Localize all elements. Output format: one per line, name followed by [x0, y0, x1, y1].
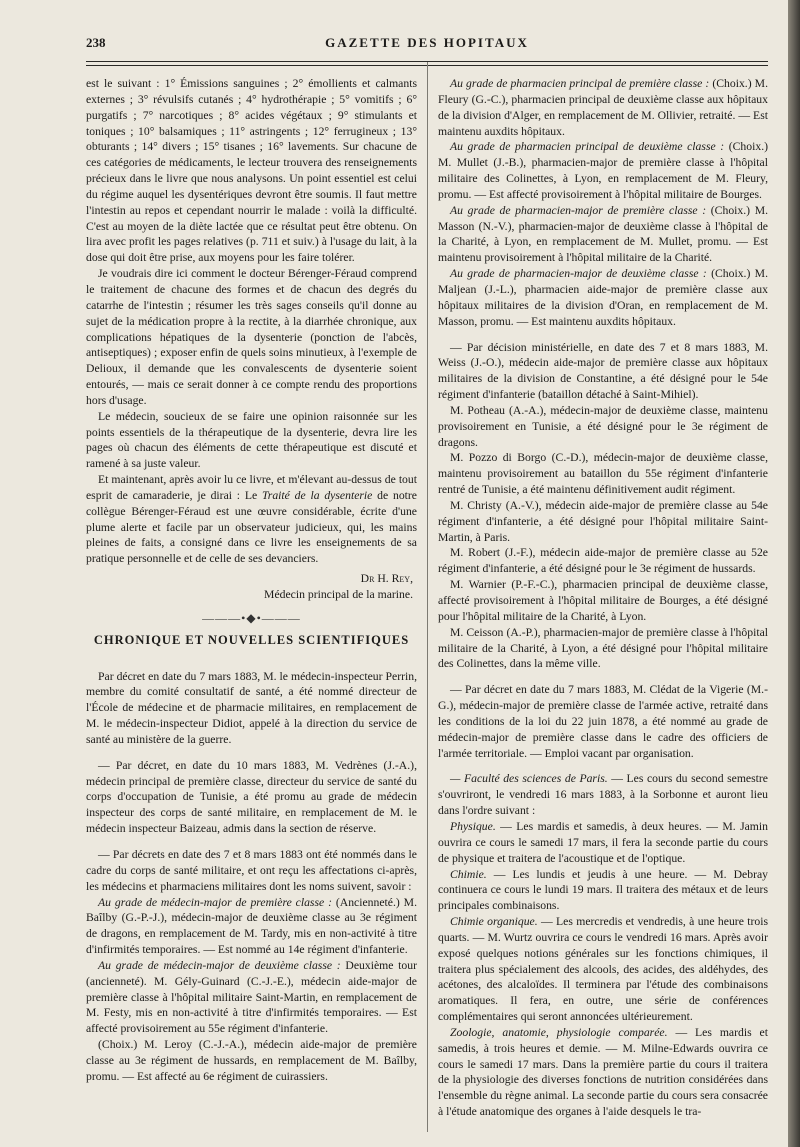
news-item: — Par décret en date du 7 mars 1883, M. Clédat de la Vigerie (M.-G.), médecin-major de première classe de l'armée active, retraité dans les conditions de la loi du 22 juin 1878, a été nommé au grade de médecin-major de première classe dans le cadre des officiers de l'armée territoriale. — Emploi vacant par organisation.	[438, 683, 768, 760]
paragraph: Le médecin, soucieux de se faire une opinion raisonnée sur les points essentiels de la thérapeutique de la dysenterie, devra lire les pages où chacun des éléments de cette thérapeutique est discuté et ramené à sa juste valeur.	[86, 409, 417, 471]
signature-title: Médecin principal de la marine.	[264, 588, 413, 601]
course-item: Chimie organique. — Les mercredis et vendredis, à une heure trois quarts. — M. Wurtz ouvrira ce cours le vendredi 16 mars. Après avoir exposé quelques notions générales sur les fonctions chimiques, il traitera plus spécialement des alcools, des acides, des aldéhydes, des acétones, des alcaloïdes. Il terminera par l'étude des combinaisons aromatiques. Il fera, en outre, une série de conférences complémentaires qui seront annoncées ultérieurement.	[438, 915, 769, 1024]
appointment-item: Au grade de pharmacien-major de première classe : (Choix.) M. Masson (N.-V.), pharmacien-major de deuxième classe à l'hôpital de la Charité, à Lyon, en remplacement de M. Mullet, promu. — Est maintenu provisoirement à l'hôpital militaire de la Charité.	[438, 203, 769, 265]
column-divider	[427, 62, 428, 1132]
page-header	[86, 35, 768, 55]
course-item: Chimie. — Les lundis et jeudis à une heure. — M. Debray continuera ce cours le lundi 19 mars. Il traitera des métaux et de leurs principales combinaisons.	[438, 867, 768, 913]
signature-name: Dr H. Rey,	[360, 572, 413, 586]
left-column	[86, 76, 417, 1085]
paragraph: Et maintenant, après avoir lu ce livre, et m'élevant au-dessus de tout esprit de camaraderie, je dirai : Le Traité de la dysenterie de notre collègue Bérenger-Féraud est une œuvre considérable, écrite d'une plume alerte et facile par un observateur judicieux, qui, les mains pleines de faits, a consigné dans ce livre les enseignements de sa pratique personnelle et de celle de ses devanciers.	[86, 473, 417, 566]
news-item: M. Robert (J.-F.), médecin aide-major de première classe au 52e régiment d'infanterie, a été désigné pour le 3e régiment de hussards.	[438, 546, 768, 576]
news-item: M. Pozzo di Borgo (C.-D.), médecin-major de deuxième classe, maintenu provisoirement au bataillon du 55e régiment d'infanterie rentré de Tunisie, a été maintenu définitivement audit régiment.	[438, 451, 768, 497]
news-item: M. Christy (A.-V.), médecin aide-major de première classe au 54e régiment d'infanterie, a été désigné pour l'hôpital militaire Saint-Martin, à Paris.	[438, 498, 768, 544]
journal-title: GAZETTE DES HOPITAUX	[325, 35, 529, 50]
news-item: — Par décision ministérielle, en date des 7 et 8 mars 1883, M. Weiss (J.-O.), médecin aide-major de première classe aux hôpitaux militaires de la division de Constantine, a été désigné pour le 54e régiment d'infanterie (bataillon détaché à Saint-Mihiel).	[438, 340, 768, 402]
section-heading: CHRONIQUE ET NOUVELLES SCIENTIFIQUES	[93, 632, 410, 647]
news-item: — Faculté des sciences de Paris. — Les cours du second semestre s'ouvriront, le vendredi 16 mars 1883, à la Sorbonne et auront lieu dans l'ordre suivant :	[438, 772, 768, 818]
page-number: 238	[86, 35, 106, 50]
paragraph: Je voudrais dire ici comment le docteur Bérenger-Féraud comprend le traitement de chacune des formes et de chacun des degrés du catarrhe de l'intestin ; résumer les très sages conseils qu'il donne au sujet de la médication propre à la rectite, à la diarrhée chronique, aux complications hépatiques de la dysenterie (ponction de l'abcès, antiseptiques) ; exposer enfin de quels soins minutieux, à l'exemple de Delioux, il demande que les convalescents de dysenterie soient entourés, — mais ce serait donner à ce compte rendu des proportions hors d'usage.	[86, 267, 417, 407]
appointment-item: Au grade de pharmacien-major de deuxième classe : (Choix.) M. Maljean (J.-L.), pharmacien aide-major de première classe aux hôpitaux militaires de la division d'Oran, en remplacement de M. Masson, promu. — Est maintenu auxdits hôpitaux.	[438, 267, 768, 328]
binding-edge	[788, 0, 800, 1147]
appointment-item: Au grade de médecin-major de première classe : (Ancienneté.) M. Baîlby (G.-P.-J.), médecin-major de deuxième classe au 3e régiment de dragons, en remplacement de M. Tardy, mis en non-activité à titre d'infirmités temporaires. — Est nommé au 14e régiment d'infanterie.	[86, 895, 417, 957]
news-item: — Par décret, en date du 10 mars 1883, M. Vedrènes (J.-A.), médecin principal de première classe, directeur du service de santé du corps d'occupation de Tunisie, a été promu au grade de médecin inspecteur des corps de santé militaire, en remplacement de M. le médecin inspecteur Baizeau, admis dans la section de réserve.	[86, 758, 417, 836]
appointment-item: Au grade de médecin-major de deuxième classe : Deuxième tour (ancienneté). M. Gély-Guinard (C.-J.-E.), médecin aide-major de première classe à l'hôpital militaire Saint-Martin, en remplacement de M. Festy, mis en non-activité à titre d'infirmités temporaires. — Est affecté provisoirement au 55e régiment d'infanterie.	[86, 958, 417, 1036]
ornament-divider: ———•◆•———	[202, 610, 301, 625]
news-item: M. Warnier (P.-F.-C.), pharmacien principal de deuxième classe, affecté provisoirement à l'hôpital militaire de Bourges, a été désigné pour l'hôpital militaire de la Charité, à Lyon.	[438, 578, 768, 623]
right-column	[438, 76, 768, 1120]
appointment-item: Au grade de pharmacien principal de première classe : (Choix.) M. Fleury (G.-C.), pharmacien principal de deuxième classe aux hôpitaux de la division d'Alger, en remplacement de M. Ollivier, retraité. — Est maintenu auxdits hôpitaux.	[438, 77, 768, 138]
news-item: — Par décrets en date des 7 et 8 mars 1883 ont été nommés dans le cadre du corps de santé militaire, et ont reçu les affectations ci-après, les médecins et pharmaciens militaires dont les noms suivent, savoir :	[86, 847, 417, 893]
news-item: M. Potheau (A.-A.), médecin-major de deuxième classe, maintenu provisoirement en Tunisie, a été désigné pour le 3e régiment de dragons.	[438, 403, 768, 449]
paragraph: est le suivant : 1° Émissions sanguines ; 2° émollients et calmants externes ; 3° révulsifs cutanés ; 4° hydrothérapie ; 5° vomitifs ; 6° purgatifs ; 7° narcotiques ; 8° acides végétaux ; 9° stimulants et toniques ; 10° balsamiques ; 11° astringents ; 12° ferrugineux ; 13° obturants ; 14° divers ; 15° tisanes ; 16° lavements. Sur chacune de ces catégories de médicaments, le lecteur trouvera des renseignements précieux dans le livre que nous analysons. Un point essentiel est celui du régime auquel les dysentériques devront être soumis. Il faut mettre l'intestin au repos et cependant nourrir le malade : voilà la difficulté. C'est au moyen de la diète lactée que ce résultat peut être obtenu. On lira avec profit les pages relatives (p. 711 et suiv.) à l'usage du lait, à la dose qui doit être prise, aux moyens pour les faire tolérer.	[86, 77, 417, 265]
news-item: Par décret en date du 7 mars 1883, M. le médecin-inspecteur Perrin, membre du comité consultatif de santé, a été nommé directeur de l'École de médecine et de pharmacie militaires, en remplacement de M. le médecin-inspecteur Didiot, appelé à la direction du service de santé au ministère de la guerre.	[86, 669, 417, 746]
course-item: Zoologie, anatomie, physiologie comparée. — Les mardis et samedis, à trois heures et demie. — M. Milne-Edwards ouvrira ce cours le samedi 17 mars. Dans la première partie du cours il traitera de la physiologie des diverses fonctions de nutrition considérées dans l'ensemble du règne animal. La seconde partie du cours sera consacrée à l'étude anatomique des organes à l'aide desquels le tra-	[438, 1025, 768, 1119]
news-item: M. Ceisson (A.-P.), pharmacien-major de première classe à l'hôpital militaire de la Charité, à Lyon, a été désigné pour l'hôpital militaire des Colinettes, dans la même ville.	[438, 625, 768, 671]
appointment-item: Au grade de pharmacien principal de deuxième classe : (Choix.) M. Mullet (J.-B.), pharmacien-major de première classe à l'hôpital militaire des Colinettes, à Lyon, en remplacement de M. Fleury, promu. — Est affecté provisoirement à l'hôpital militaire de Bourges.	[438, 140, 769, 201]
appointment-item: (Choix.) M. Leroy (C.-J.-A.), médecin aide-major de première classe au 3e régiment de hussards, en remplacement de M. Baîlby, promu. — Est affecté au 6e régiment de cuirassiers.	[86, 1038, 417, 1083]
course-item: Physique. — Les mardis et samedis, à deux heures. — M. Jamin ouvrira ce cours le samedi 17 mars, il fera la seconde partie du cours de physique et traitera de l'acoustique et de l'optique.	[438, 819, 768, 865]
